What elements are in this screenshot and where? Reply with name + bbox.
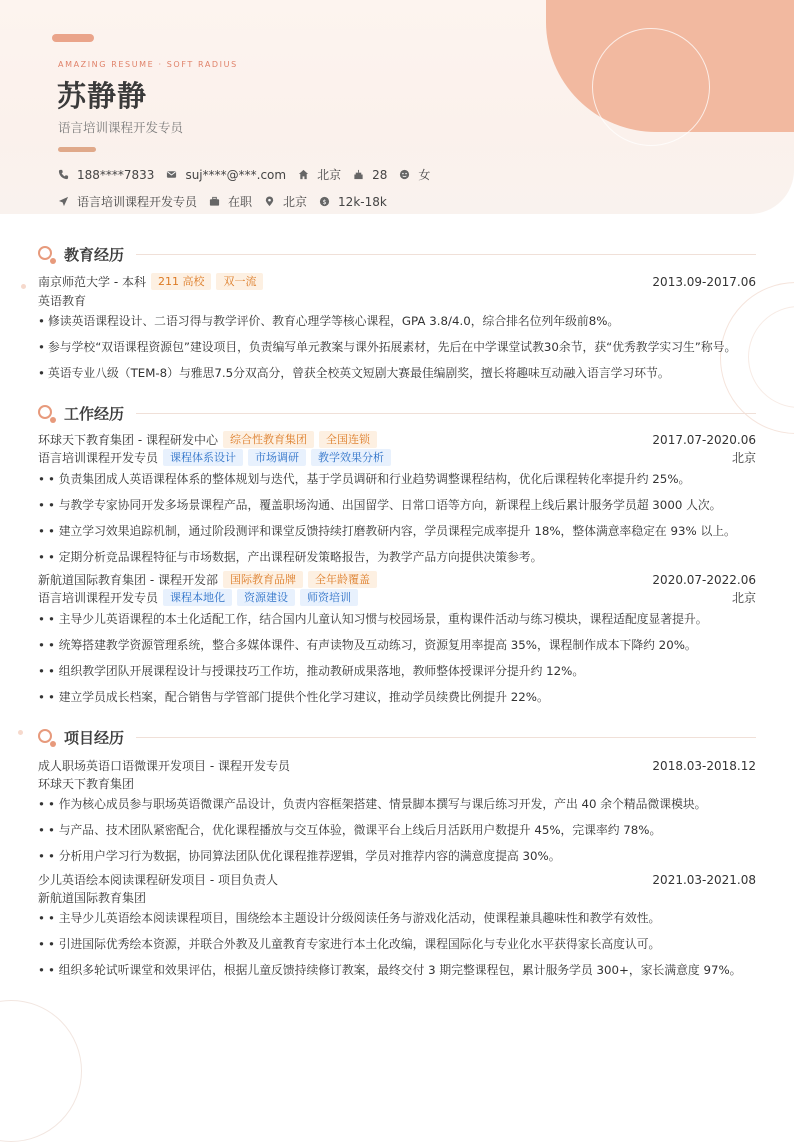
contact-row	[58, 166, 442, 183]
project-org: 新航道国际教育集团	[38, 891, 147, 905]
section-title-text: 教育经历	[64, 246, 125, 264]
age-text: 28	[372, 167, 388, 182]
job-date: 2017.07-2020.06	[652, 432, 756, 447]
svg-text:$: $	[322, 197, 327, 206]
job-entry-header	[38, 431, 756, 448]
major: 英语教育	[38, 294, 87, 308]
decorative-dot	[18, 730, 23, 735]
school-tag: 211 高校	[151, 273, 212, 290]
education-entry-header	[38, 273, 756, 290]
skill-tag: 教学效果分析	[311, 449, 391, 466]
skill-tag: 课程体系设计	[163, 449, 243, 466]
list-item: • • 建立学习效果追踪机制，通过阶段测评和课堂反馈持续打磨教研内容，学员课程完成率提升 18%，整体满意率稳定在 93% 以上。	[38, 524, 736, 538]
list-item: • • 负责集团成人英语课程体系的整体规划与迭代，基于学员调研和行业趋势调整课程结构，优化后课程转化率提升约 25%。	[38, 472, 691, 486]
list-item: • • 统筹搭建教学资源管理系统，整合多媒体课件、有声读物及互动练习，资源复用率提高 35%，课程制作成本下降约 20%。	[38, 638, 697, 652]
gender-item	[399, 166, 430, 183]
job-entry-header	[38, 571, 756, 588]
decorative-ring	[0, 1000, 82, 1142]
job-intent-row	[58, 193, 399, 210]
position-name: 语言培训课程开发专员	[38, 591, 159, 605]
list-item: • 英语专业八级（TEM-8）与雅思7.5分双高分，曾获全校英文短剧大赛最佳编剧奖，擅长将趣味互动融入语言学习环节。	[38, 366, 670, 380]
phone-item	[58, 168, 154, 182]
section-projects-title	[38, 727, 756, 748]
company-tag: 全国连锁	[319, 431, 377, 448]
job-date: 2020.07-2022.06	[652, 572, 756, 587]
company-tag: 综合性教育集团	[223, 431, 314, 448]
candidate-name: 苏静静	[57, 79, 148, 113]
position-name: 语言培训课程开发专员	[38, 451, 159, 465]
section-work-title	[38, 403, 756, 424]
list-item: • • 组织教学团队开展课程设计与授课技巧工作坊，推动教研成果落地，教师整体授课评分提升约 12%。	[38, 664, 585, 678]
city-text: 北京	[283, 195, 308, 209]
list-item: • • 作为核心成员参与职场英语微课产品设计，负责内容框架搭建、情景脚本撰写与课后练习开发，产出 40 余个精品微课模块。	[38, 797, 707, 811]
project-date: 2018.03-2018.12	[652, 758, 756, 773]
school-name: 南京师范大学 - 本科	[38, 275, 146, 289]
home-item	[298, 166, 341, 183]
company-name: 新航道国际教育集团 - 课程开发部	[38, 573, 218, 587]
project-date: 2021.03-2021.08	[652, 872, 756, 887]
project-entry-header	[38, 757, 756, 774]
section-ring-icon	[38, 405, 56, 423]
list-item: • 修读英语课程设计、二语习得与教学评价、教育心理学等核心课程，GPA 3.8/4.0，综合排名位列年级前8%。	[38, 314, 620, 328]
job-city: 北京	[731, 451, 756, 465]
project-name: 成人职场英语口语微课开发项目 - 课程开发专员	[38, 759, 290, 773]
intent-text: 语言培训课程开发专员	[77, 195, 198, 209]
skill-tag: 课程本地化	[163, 589, 232, 606]
list-item: • 参与学校“双语课程资源包”建设项目，负责编写单元教案与课外拓展素材，先后在中学课堂试教30余节，获“优秀教学实习生”称号。	[38, 340, 737, 354]
section-ring-icon	[38, 729, 56, 747]
list-item: • • 分析用户学习行为数据，协同算法团队优化课程推荐逻辑，学员对推荐内容的满意度提高 30%。	[38, 849, 561, 863]
company-tag: 全年龄覆盖	[308, 571, 377, 588]
job-city: 北京	[731, 591, 756, 605]
section-title-text: 工作经历	[64, 405, 125, 423]
list-item: • • 建立学员成长档案，配合销售与学管部门提供个性化学习建议，推动学员续费比例提升 22%。	[38, 690, 549, 704]
job-position-line	[38, 449, 756, 466]
face-icon	[399, 169, 410, 180]
skill-tag: 师资培训	[300, 589, 358, 606]
phone-text: 188****7833	[77, 167, 155, 182]
education-date: 2013.09-2017.06	[652, 274, 756, 289]
list-item: • • 与产品、技术团队紧密配合，优化课程播放与交互体验，微课平台上线后月活跃用户数提升 45%，完课率约 78%。	[38, 823, 662, 837]
home-icon	[298, 169, 309, 180]
city-item	[264, 193, 307, 210]
list-item: • • 与教学专家协同开发多场景课程产品，覆盖职场沟通、出国留学、日常口语等方向，新课程上线后累计服务学员超 3000 人次。	[38, 498, 722, 512]
status-text: 在职	[228, 195, 253, 209]
section-divider	[136, 413, 756, 414]
list-item: • • 主导少儿英语课程的本土化适配工作，结合国内儿童认知习惯与校园场景，重构课件活动与练习模块，课程适配度显著提升。	[38, 612, 708, 626]
company-name: 环球天下教育集团 - 课程研发中心	[38, 433, 218, 447]
project-name: 少儿英语绘本阅读课程研发项目 - 项目负责人	[38, 873, 278, 887]
mail-icon	[166, 169, 177, 180]
salary-icon	[319, 196, 330, 207]
salary-item	[319, 195, 387, 209]
list-item: • • 组织多轮试听课堂和效果评估，根据儿童反馈持续修订教案，最终交付 3 期完整课程包，累计服务学员 300+，家长满意度 97%。	[38, 963, 742, 977]
section-divider	[136, 254, 756, 255]
list-item: • • 引进国际优秀绘本资源，并联合外教及儿童教育专家进行本土化改编，课程国际化与专业化水平获得家长高度认可。	[38, 937, 661, 951]
accent-bar	[52, 34, 94, 42]
email-text: suj****@***.com	[185, 167, 287, 182]
list-item: • • 定期分析竞品课程特征与市场数据，产出课程研发策略报告，为教学产品方向提供决策参考。	[38, 550, 543, 564]
cake-icon	[353, 169, 364, 180]
skill-tag: 资源建设	[237, 589, 295, 606]
project-entry-header	[38, 871, 756, 888]
home-text: 北京	[317, 168, 342, 182]
intent-item	[58, 193, 197, 210]
school-tag: 双一流	[216, 273, 263, 290]
decorative-circle	[592, 28, 710, 146]
section-education-title	[38, 244, 756, 265]
location-pin-icon	[264, 196, 275, 207]
section-ring-icon	[38, 246, 56, 264]
accent-underline	[58, 147, 96, 152]
email-item	[166, 168, 286, 182]
age-item	[353, 168, 387, 182]
send-icon	[58, 196, 69, 207]
brand-label: AMAZING RESUME · SOFT RADIUS	[58, 60, 238, 69]
section-divider	[136, 737, 756, 738]
section-title-text: 项目经历	[64, 729, 125, 747]
gender-text: 女	[418, 168, 431, 182]
list-item: • • 主导少儿英语绘本阅读课程项目，围绕绘本主题设计分级阅读任务与游戏化活动，使课程兼具趣味性和教学有效性。	[38, 911, 661, 925]
job-position-line	[38, 589, 756, 606]
decorative-dot	[21, 284, 26, 289]
company-tag: 国际教育品牌	[223, 571, 303, 588]
salary-text: 12k-18k	[338, 194, 387, 209]
briefcase-icon	[209, 196, 220, 207]
status-item	[209, 193, 252, 210]
phone-icon	[58, 169, 69, 180]
candidate-role: 语言培训课程开发专员	[58, 120, 184, 135]
skill-tag: 市场调研	[248, 449, 306, 466]
project-org: 环球天下教育集团	[38, 777, 135, 791]
